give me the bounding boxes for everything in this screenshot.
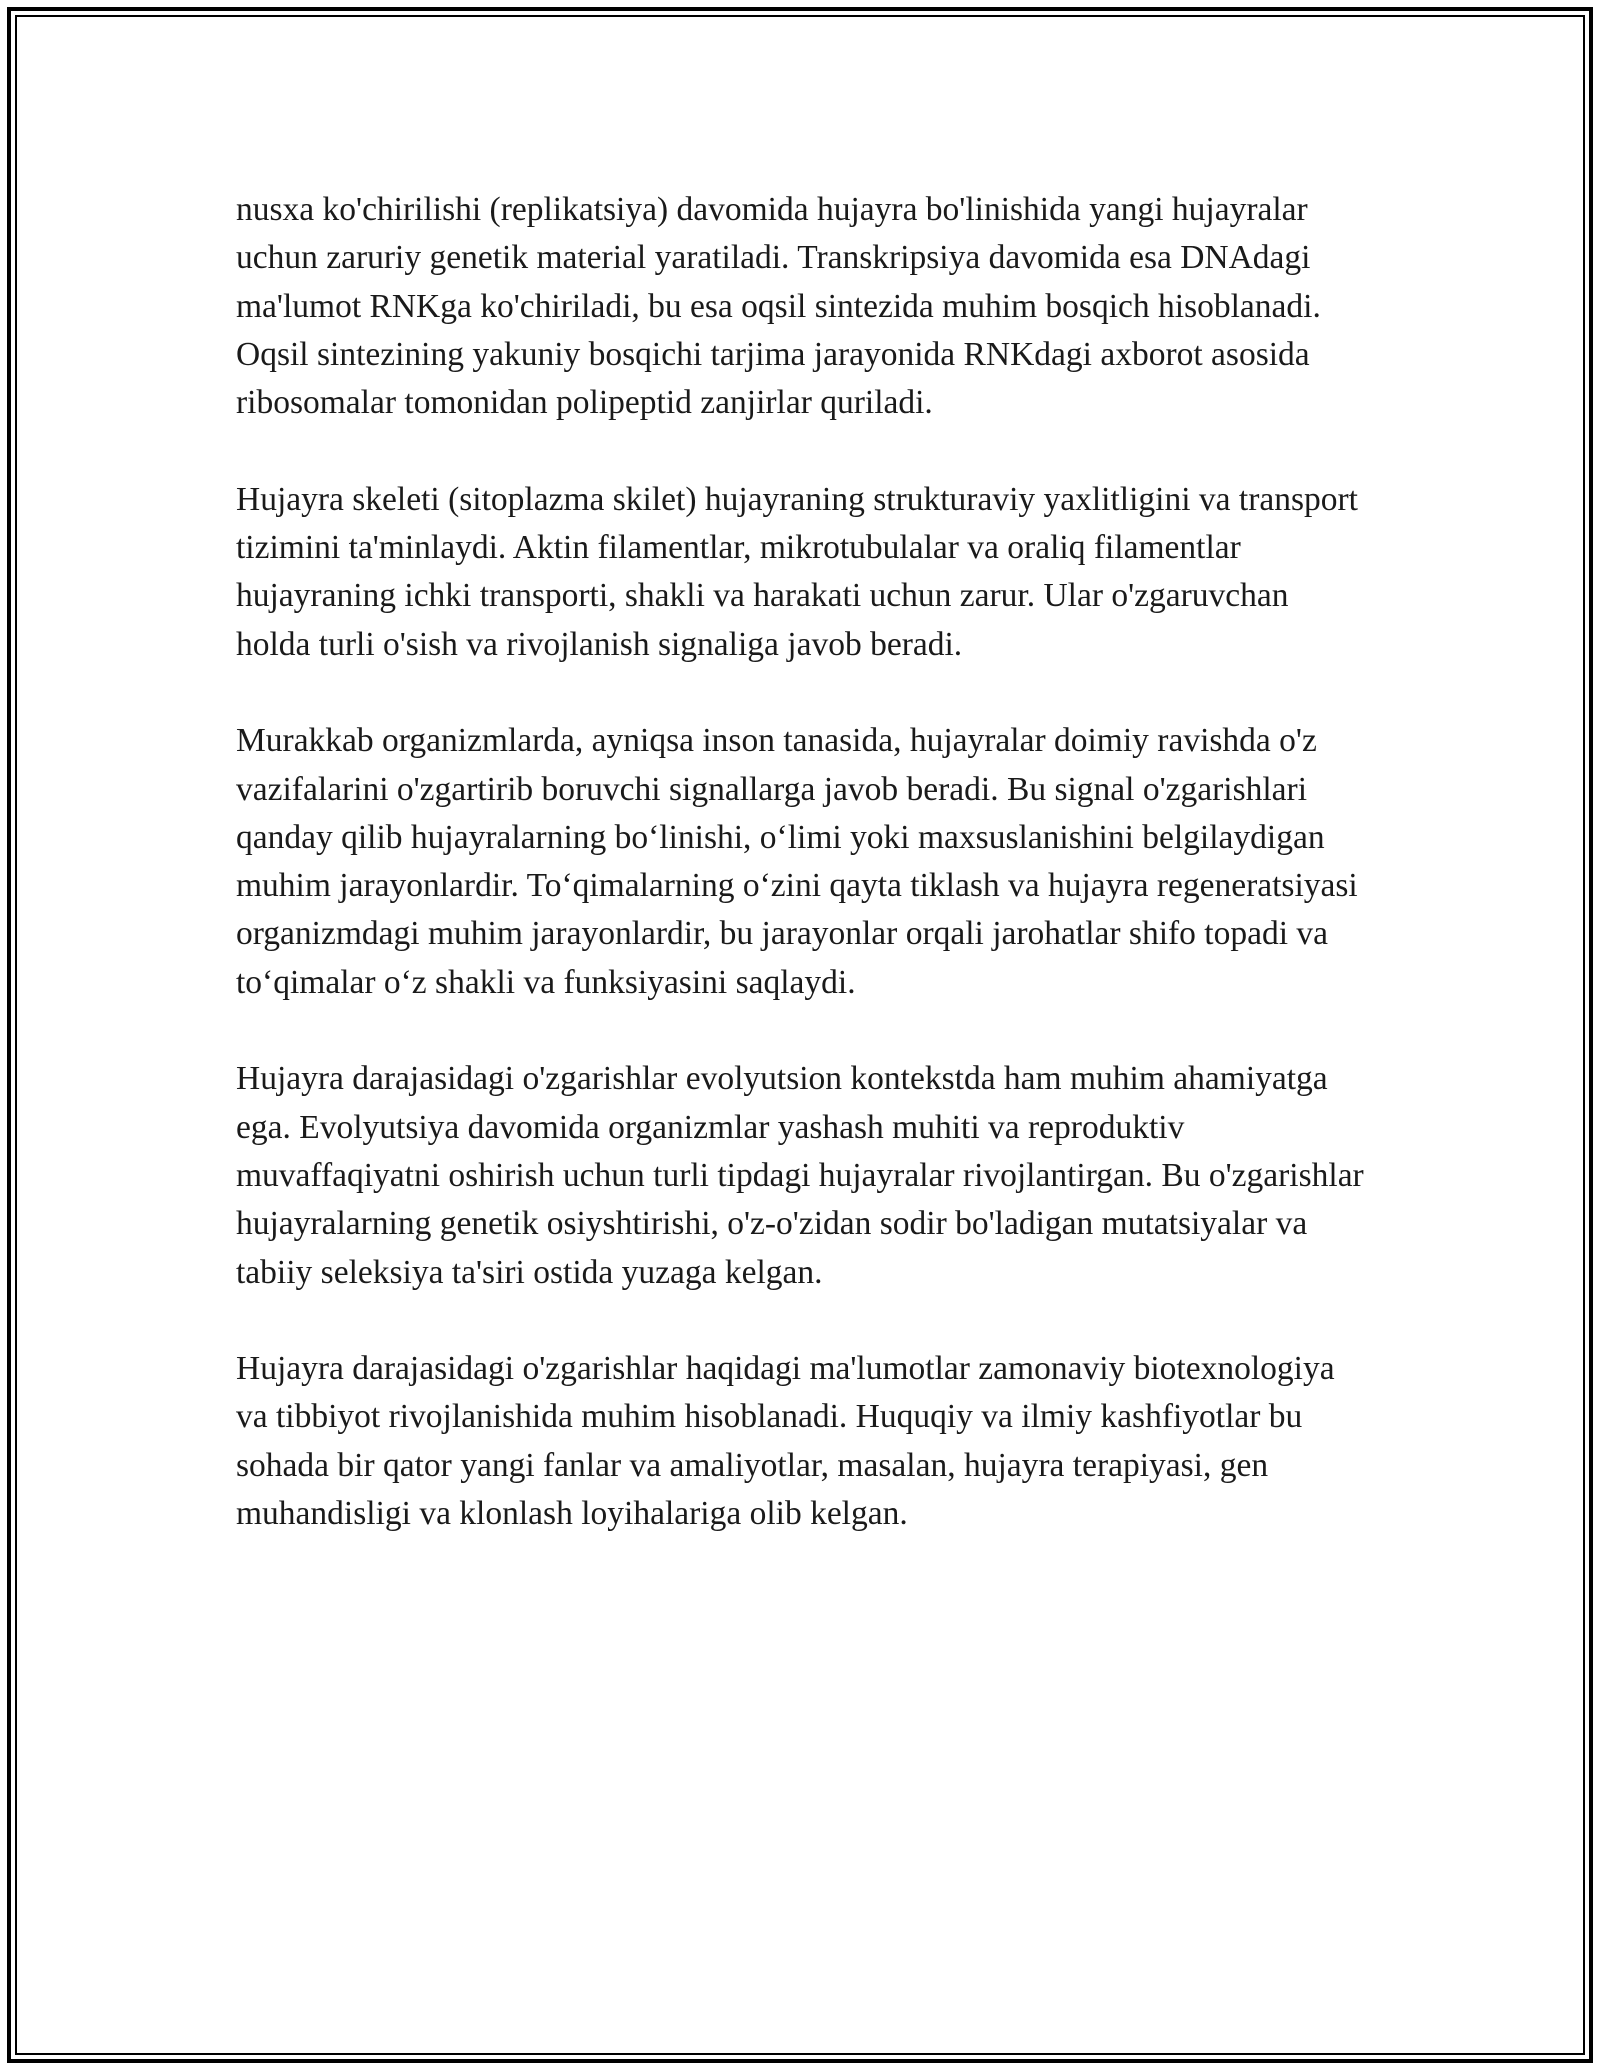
paragraph-5: Hujayra darajasidagi o'zgarishlar haqidagi ma'lumotlar zamonaviy biotexnologiya va tibbiyot rivojlanishida muhim hisoblanadi. Huquqiy va ilmiy kashfiyotlar bu sohada bir qator yangi fanlar va amaliyotlar, masalan, hujayra terapiyasi, gen muhandisligi va klonlash loyihalariga olib kelgan.: [236, 1350, 1335, 1533]
paragraph-4: Hujayra darajasidagi o'zgarishlar evolyutsion kontekstda ham muhim ahamiyatga ega. Evolyutsiya davomida organizmlar yashash muhiti va reproduktiv muvaffaqiyatni oshirish uchun turli tipdagi hujayralar rivojlantirgan. Bu o'zgarishlar hujayralarning genetik osiyshtirishi, o'z-o'zidan sodir bo'ladigan mutatsiyalar va tabiiy seleksiya ta'siri ostida yuzaga kelgan.: [236, 1060, 1364, 1291]
paragraph-1: nusxa ko'chirilishi (replikatsiya) davomida hujayra bo'linishida yangi hujayralar uchun zaruriy genetik material yaratiladi. Transkripsiya davomida esa DNAdagi ma'lumot RNKga ko'chiriladi, bu esa oqsil sintezida muhim bosqich hisoblanadi. Oqsil sintezining yakuniy bosqichi tarjima jarayonida RNKdagi axborot asosida ribosomalar tomonidan polipeptid zanjirlar quriladi.: [236, 191, 1321, 422]
paragraph-3: Murakkab organizmlarda, ayniqsa inson tanasida, hujayralar doimiy ravishda o'z vazifalarini o'zgartirib boruvchi signallarga javob beradi. Bu signal o'zgarishlari qanday qilib hujayralarning boʻlinishi, oʻlimi yoki maxsuslanishini belgilaydigan muhim jarayonlardir. Toʻqimalarning oʻzini qayta tiklash va hujayra regeneratsiyasi organizmdagi muhim jarayonlardir, bu jarayonlar orqali jarohatlar shifo topadi va toʻqimalar oʻz shakli va funksiyasini saqlaydi.: [236, 722, 1358, 1001]
paragraph-2: Hujayra skeleti (sitoplazma skilet) hujayraning strukturaviy yaxlitligini va transport tizimini ta'minlaydi. Aktin filamentlar, mikrotubulalar va oraliq filamentlar hujayraning ichki transporti, shakli va harakati uchun zarur. Ular o'zgaruvchan holda turli o'sish va rivojlanish signaliga javob beradi.: [236, 480, 1358, 663]
document-body: [236, 186, 1366, 1587]
